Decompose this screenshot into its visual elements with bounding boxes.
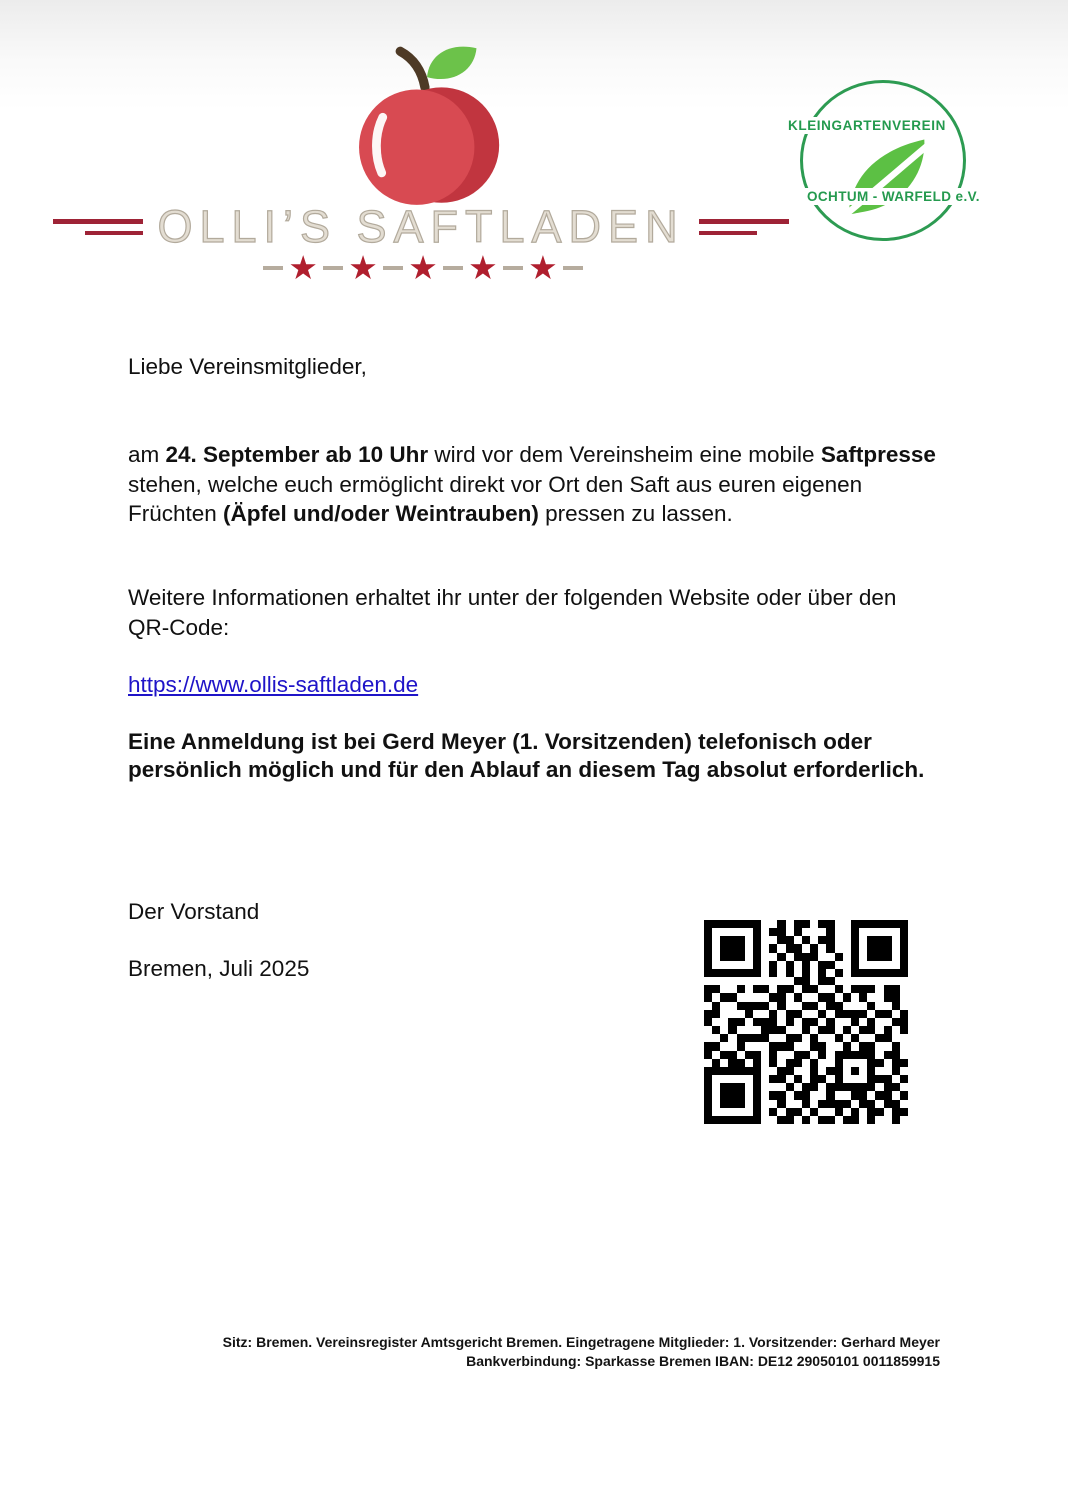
footer-line-registry: Sitz: Bremen. Vereinsregister Amtsgericht Bremen. Eingetragene Mitglieder: 1. Vorsitzender: Gerhard Meyer [222,1334,940,1350]
paragraph-event-info: am 24. September ab 10 Uhr wird vor dem Vereinsheim eine mobile Saftpresse stehen, welche euch ermöglicht direkt vor Ort den Saft aus euren eigenen Früchten (Äpfel und/oder Weintrauben) pressen zu lassen. [128,442,936,526]
star-dash [263,266,283,270]
wordmark-rule-left [53,219,143,235]
club-logo [776,76,990,258]
paragraph-more-info: Weitere Informationen erhaltet ihr unter der folgenden Website oder über den QR-Code: [128,585,897,640]
star-dash [323,266,343,270]
signoff: Der Vorstand [128,899,260,924]
star-dash [383,266,403,270]
salutation: Liebe Vereinsmitglieder, [128,354,367,379]
star-dash [563,266,583,270]
star-icon: ★ [288,249,318,286]
star-dash [503,266,523,270]
leaf-icon [832,126,952,226]
apple-logo-icon [348,40,504,210]
footer [140,1333,940,1370]
stars-row [258,248,588,288]
website-link[interactable]: https://www.ollis-saftladen.de [128,672,419,697]
footer-line-bank: Bankverbindung: Sparkasse Bremen IBAN: DE12 29050101 0011859915 [466,1352,940,1369]
dateline: Bremen, Juli 2025 [128,956,310,981]
star-icon: ★ [528,249,558,286]
star-dash [443,266,463,270]
star-icon: ★ [408,249,438,286]
star-icon: ★ [468,249,498,286]
paragraph-registration: Eine Anmeldung ist bei Gerd Meyer (1. Vorsitzenden) telefonisch oder persönlich möglich und für den Ablauf an diesem Tag absolut erforderlich. [128,729,925,782]
star-icon: ★ [348,249,378,286]
qr-code [704,920,908,1124]
brand-name: OLLI’S SAFTLADEN [157,201,685,252]
website-link-line [128,670,943,700]
club-name-top: KLEINGARTENVEREIN [785,117,949,134]
club-name-bottom: OCHTUM - WARFELD e.V. [804,188,983,205]
